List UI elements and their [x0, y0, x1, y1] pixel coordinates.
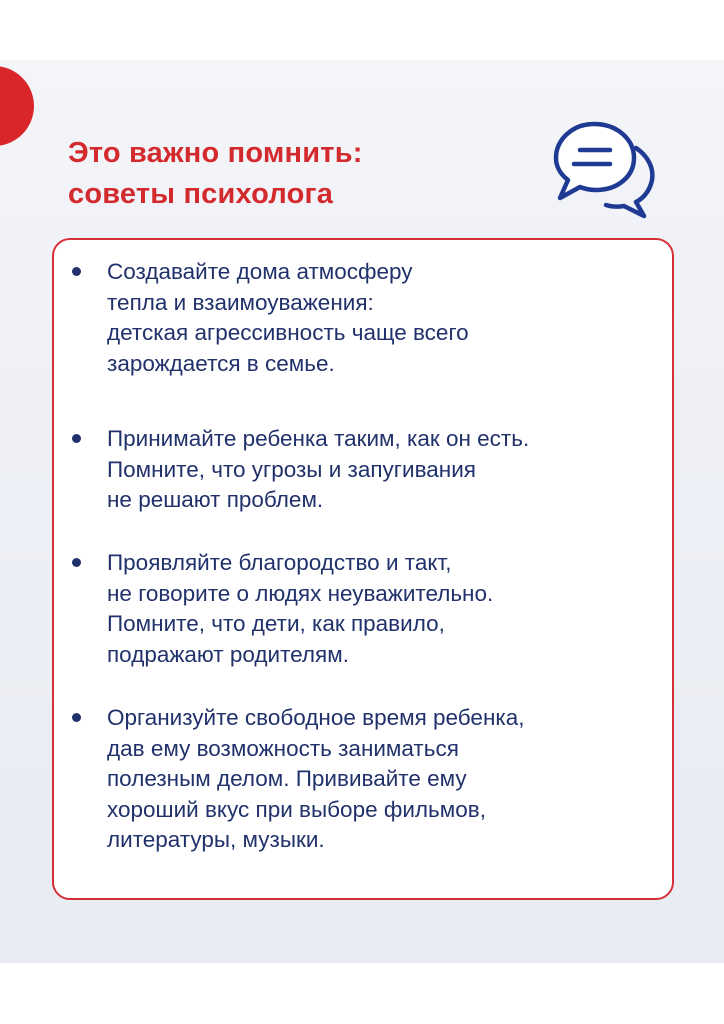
tip-line: литературы, музыки.: [107, 827, 325, 852]
tip-line: зарождается в семье.: [107, 350, 335, 376]
page-title: [68, 133, 363, 215]
tip-line: дав ему возможность заниматься: [107, 735, 459, 761]
tip-line: полезным делом. Прививайте ему: [107, 766, 467, 791]
tip-line: Создавайте дома атмосферу: [107, 259, 413, 284]
tip-line: Помните, что угрозы и запугивания: [107, 456, 476, 482]
tip-item: [54, 703, 654, 856]
bullet-icon: [72, 713, 81, 722]
tip-item: [54, 424, 654, 516]
bullet-icon: [72, 434, 81, 443]
tips-card: [52, 238, 674, 900]
tip-line: Проявляйте благородство и такт,: [107, 550, 452, 575]
red-circle-decoration: [0, 66, 34, 146]
tip-item: [54, 257, 654, 379]
tip-line: подражают родителям.: [107, 641, 349, 667]
tip-line: Принимайте ребенка таким, как он есть.: [107, 426, 530, 451]
chat-bubbles-icon: [548, 116, 664, 222]
tip-line: тепла и взаимоуважения:: [107, 289, 374, 315]
title-line-1: Это важно помнить:: [68, 137, 363, 169]
bullet-icon: [72, 267, 81, 276]
title-line-2: советы психолога: [68, 178, 334, 210]
tip-line: хороший вкус при выборе фильмов,: [107, 796, 486, 822]
tip-line: Организуйте свободное время ребенка,: [107, 705, 525, 730]
tip-line: не решают проблем.: [107, 487, 324, 512]
tip-line: Помните, что дети, как правило,: [107, 611, 445, 636]
bullet-icon: [72, 558, 81, 567]
tip-line: детская агрессивность чаще всего: [107, 320, 469, 345]
tip-line: не говорите о людях неуважительно.: [107, 580, 494, 606]
tip-item: [54, 548, 654, 670]
poster-page: [0, 60, 724, 963]
